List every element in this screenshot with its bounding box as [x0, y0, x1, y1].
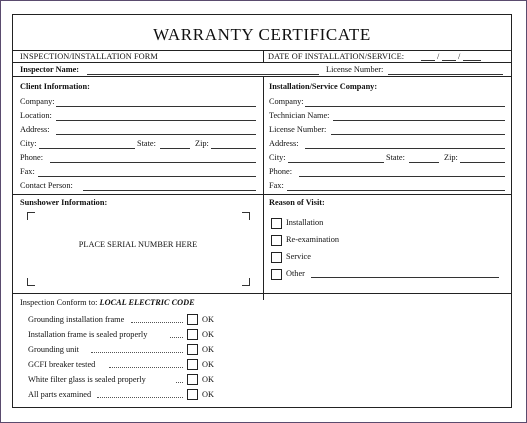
service-city-label: City:: [269, 153, 286, 162]
client-address-label: Address:: [20, 125, 50, 134]
inspector-name-label: Inspector Name:: [20, 65, 80, 74]
client-location-label: Location:: [20, 111, 52, 120]
divider: [13, 62, 511, 63]
item-label: All parts examined: [28, 390, 92, 399]
leader-dots: [91, 352, 183, 353]
serial-number-placeholder[interactable]: PLACE SERIAL NUMBER HERE: [78, 240, 198, 249]
service-state-label: State:: [386, 153, 405, 162]
date-month-field[interactable]: [421, 60, 435, 61]
installation-checkbox[interactable]: [271, 218, 282, 229]
service-fax-field[interactable]: [287, 190, 505, 191]
service-phone-label: Phone:: [269, 167, 293, 176]
frame-sealed-checkbox[interactable]: [187, 329, 198, 340]
service-state-field[interactable]: [409, 162, 439, 163]
service-license-label: License Number:: [269, 125, 327, 134]
corner-mark: [242, 212, 250, 220]
service-zip-label: Zip:: [444, 153, 458, 162]
client-company-field[interactable]: [56, 106, 256, 107]
client-contact-field[interactable]: [83, 190, 256, 191]
divider: [13, 76, 511, 77]
leader-dots: [109, 367, 183, 368]
leader-dots: [176, 382, 183, 383]
inspector-name-field[interactable]: [87, 74, 319, 75]
divider: [13, 293, 511, 294]
leader-dots: [170, 337, 183, 338]
other-reason-field[interactable]: [311, 277, 499, 278]
client-zip-label: Zip:: [195, 139, 209, 148]
sunshower-info-heading: Sunshower Information:: [20, 198, 108, 207]
conform-text: Inspection Conform to:: [20, 298, 98, 307]
ok-label: OK: [202, 390, 214, 399]
inspection-conform-label: [20, 298, 195, 307]
service-label: Service: [286, 252, 311, 261]
item-label: White filter glass is sealed properly: [28, 375, 146, 384]
ok-label: OK: [202, 315, 214, 324]
parts-examined-checkbox[interactable]: [187, 389, 198, 400]
client-location-field[interactable]: [56, 120, 256, 121]
client-fax-label: Fax:: [20, 167, 35, 176]
client-state-field[interactable]: [160, 148, 190, 149]
ok-label: OK: [202, 330, 214, 339]
service-zip-field[interactable]: [460, 162, 505, 163]
date-separator: /: [458, 52, 461, 61]
client-contact-label: Contact Person:: [20, 181, 73, 190]
client-address-field[interactable]: [56, 134, 256, 135]
service-fax-label: Fax:: [269, 181, 284, 190]
page-title: WARRANTY CERTIFICATE: [153, 25, 371, 44]
leader-dots: [131, 322, 183, 323]
client-city-label: City:: [20, 139, 37, 148]
grounding-frame-checkbox[interactable]: [187, 314, 198, 325]
client-phone-field[interactable]: [50, 162, 256, 163]
ok-label: OK: [202, 375, 214, 384]
client-city-field[interactable]: [39, 148, 135, 149]
date-separator: /: [437, 52, 440, 61]
electric-code: LOCAL ELECTRIC CODE: [99, 298, 195, 307]
item-label: GCFI breaker tested: [28, 360, 96, 369]
re-examination-label: Re-examination: [286, 235, 339, 244]
date-label: DATE OF INSTALLATION/SERVICE:: [268, 52, 405, 61]
client-company-label: Company:: [20, 97, 55, 106]
technician-name-field[interactable]: [333, 120, 505, 121]
gcfi-breaker-checkbox[interactable]: [187, 359, 198, 370]
service-city-field[interactable]: [288, 162, 384, 163]
client-state-label: State:: [137, 139, 156, 148]
service-company-heading: Installation/Service Company:: [269, 82, 378, 91]
service-address-field[interactable]: [305, 148, 505, 149]
divider: [13, 50, 511, 51]
warranty-certificate-form: [12, 14, 512, 408]
service-license-field[interactable]: [331, 134, 505, 135]
client-phone-label: Phone:: [20, 153, 44, 162]
leader-dots: [97, 397, 183, 398]
ok-label: OK: [202, 345, 214, 354]
item-label: Installation frame is sealed properly: [28, 330, 148, 339]
date-year-field[interactable]: [463, 60, 481, 61]
date-day-field[interactable]: [442, 60, 456, 61]
divider: [263, 76, 264, 300]
item-label: Grounding unit: [28, 345, 79, 354]
filter-glass-checkbox[interactable]: [187, 374, 198, 385]
reason-of-visit-heading: Reason of Visit:: [269, 198, 325, 207]
technician-name-label: Technician Name:: [269, 111, 330, 120]
client-fax-field[interactable]: [38, 176, 256, 177]
license-number-field[interactable]: [388, 74, 503, 75]
service-company-label: Company:: [269, 97, 304, 106]
service-address-label: Address:: [269, 139, 299, 148]
client-zip-field[interactable]: [211, 148, 256, 149]
re-examination-checkbox[interactable]: [271, 235, 282, 246]
divider: [13, 194, 511, 195]
corner-mark: [27, 278, 35, 286]
service-company-field[interactable]: [305, 106, 505, 107]
grounding-unit-checkbox[interactable]: [187, 344, 198, 355]
other-checkbox[interactable]: [271, 269, 282, 280]
license-number-label: License Number:: [326, 65, 384, 74]
corner-mark: [242, 278, 250, 286]
corner-mark: [27, 212, 35, 220]
other-label: Other: [286, 269, 305, 278]
service-checkbox[interactable]: [271, 252, 282, 263]
item-label: Grounding installation frame: [28, 315, 125, 324]
installation-label: Installation: [286, 218, 324, 227]
client-info-heading: Client Information:: [20, 82, 90, 91]
divider: [263, 50, 264, 62]
form-type-label: INSPECTION/INSTALLATION FORM: [20, 52, 158, 61]
service-phone-field[interactable]: [299, 176, 505, 177]
ok-label: OK: [202, 360, 214, 369]
